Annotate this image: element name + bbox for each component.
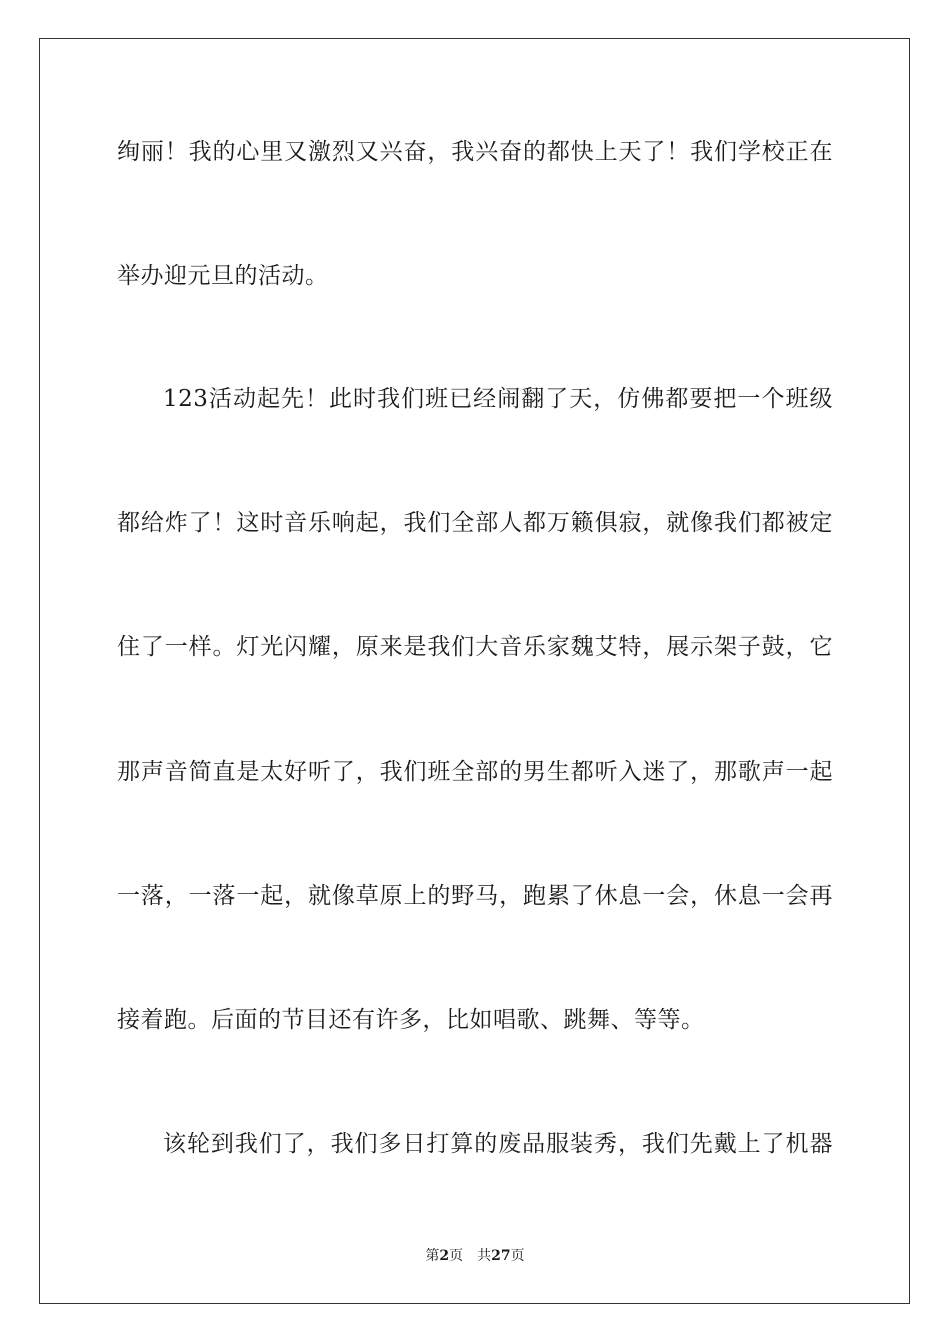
page-prefix: 第 (425, 1248, 440, 1264)
page-current: 2 (439, 1248, 450, 1264)
text-line-1: 绚丽！我的心里又激烈又兴奋，我兴奋的都快上天了！我们学校正在 (117, 139, 833, 165)
page-total: 27 (491, 1248, 511, 1264)
text-line-2: 举办迎元旦的活动。 (117, 263, 329, 289)
text-line-4: 都给炸了！这时音乐响起，我们全部人都万籁俱寂，就像我们都被定 (117, 510, 833, 536)
text-line-5: 住了一样。灯光闪耀，原来是我们大音乐家魏艾特，展示架子鼓，它 (117, 634, 833, 660)
total-suffix: 页 (510, 1248, 525, 1264)
text-line-6: 那声音简直是太好听了，我们班全部的男生都听入迷了，那歌声一起 (117, 759, 833, 785)
page-suffix: 页 (449, 1248, 464, 1264)
text-line-7: 一落，一落一起，就像草原上的野马，跑累了休息一会，休息一会再 (117, 883, 833, 909)
text-line-9: 该轮到我们了，我们多日打算的废品服装秀，我们先戴上了机器 (163, 1131, 833, 1157)
text-line-8: 接着跑。后面的节目还有许多，比如唱歌、跳舞、等等。 (117, 1007, 705, 1033)
page-border (39, 38, 910, 1304)
text-line-3: 123活动起先！此时我们班已经闹翻了天，仿佛都要把一个班级 (163, 386, 833, 412)
page-footer (0, 1246, 950, 1266)
total-prefix: 共 (477, 1248, 492, 1264)
